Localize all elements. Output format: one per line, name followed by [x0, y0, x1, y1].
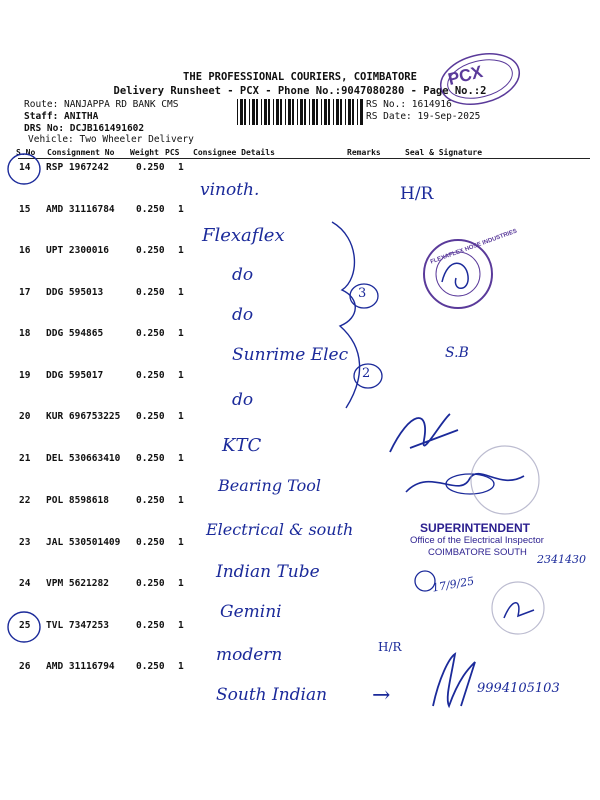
- handwritten-consignee: Gemini: [220, 602, 282, 622]
- col-pcs: PCS: [165, 148, 180, 157]
- row-pcs: 1: [178, 620, 184, 631]
- row-sno: 21: [19, 453, 31, 464]
- row-weight: 0.250: [136, 328, 165, 339]
- barcode-bar: [280, 99, 282, 125]
- barcode: [237, 99, 363, 125]
- rs-date: RS Date: 19-Sep-2025: [366, 111, 481, 122]
- barcode-bar: [321, 99, 322, 125]
- row-pcs: 1: [178, 578, 184, 589]
- ink-bracket: [320, 218, 390, 418]
- barcode-bar: [328, 99, 330, 125]
- superintendent-location: COIMBATORE SOUTH: [428, 547, 527, 558]
- barcode-bar: [309, 99, 310, 125]
- signature-scribble: [425, 648, 485, 710]
- row-weight: 0.250: [136, 162, 165, 173]
- handwritten-consignee: Bearing Tool: [218, 476, 321, 495]
- barcode-bar: [292, 99, 294, 125]
- row-weight: 0.250: [136, 453, 165, 464]
- barcode-bar: [249, 99, 250, 125]
- barcode-bar: [336, 99, 339, 125]
- flexaflex-seal: [418, 236, 500, 312]
- handwritten-phone: 9994105103: [477, 681, 560, 696]
- handwritten-consignee: vinoth.: [200, 180, 260, 200]
- row-sno: 18: [19, 328, 31, 339]
- flexaflex-seal-text: FLEXAFLEX HOSE INDUSTRIES: [429, 228, 518, 266]
- row-sno: 17: [19, 287, 31, 298]
- row-weight: 0.250: [136, 537, 165, 548]
- row-sno: 23: [19, 537, 31, 548]
- col-consignee: Consignee Details: [193, 148, 275, 157]
- circled-count-3: 3: [358, 286, 367, 301]
- company-title: THE PROFESSIONAL COURIERS, COIMBATORE: [183, 71, 417, 83]
- barcode-bar: [340, 99, 342, 125]
- handwritten-consignee: do: [232, 305, 254, 325]
- row-consignment: DDG 594865: [46, 328, 104, 339]
- row-sno: 14: [19, 162, 31, 173]
- runsheet-title: Delivery Runsheet - PCX - Phone No.:9047080280 - Page No.:2: [113, 85, 487, 97]
- handwritten-consignee: Flexaflex: [202, 225, 285, 246]
- barcode-bar: [360, 99, 363, 125]
- row-pcs: 1: [178, 245, 184, 256]
- row-weight: 0.250: [136, 578, 165, 589]
- row-weight: 0.250: [136, 370, 165, 381]
- row-pcs: 1: [178, 287, 184, 298]
- barcode-bar: [345, 99, 346, 125]
- row-sno: 15: [19, 204, 31, 215]
- row-sno: 25: [19, 620, 31, 631]
- barcode-bar: [288, 99, 291, 125]
- row-sno: 20: [19, 411, 31, 422]
- handwritten-hr: H/R: [400, 184, 434, 204]
- row-pcs: 1: [178, 328, 184, 339]
- handwritten-consignee: Electrical & south: [206, 520, 354, 539]
- handwritten-consignee: Indian Tube: [216, 562, 320, 582]
- row-sno: 16: [19, 245, 31, 256]
- handwritten-date: 17/9/25: [431, 574, 476, 595]
- barcode-bar: [333, 99, 334, 125]
- row-weight: 0.250: [136, 245, 165, 256]
- barcode-bar: [273, 99, 274, 125]
- handwritten-number: 2341430: [537, 553, 586, 566]
- col-sno: S.No: [16, 148, 36, 157]
- row-consignment: DDG 595013: [46, 287, 104, 298]
- row-consignment: RSP 1967242: [46, 162, 109, 173]
- barcode-bar: [300, 99, 303, 125]
- row-consignment: UPT 2300016: [46, 245, 109, 256]
- faint-round-seal: [460, 440, 550, 520]
- row-pcs: 1: [178, 453, 184, 464]
- barcode-bar: [285, 99, 286, 125]
- row-consignment: KUR 696753225: [46, 411, 121, 422]
- barcode-bar: [264, 99, 267, 125]
- row-consignment: JAL 530501409: [46, 537, 121, 548]
- route-label: Route: NANJAPPA RD BANK CMS: [24, 99, 179, 110]
- barcode-bar: [348, 99, 351, 125]
- col-remarks: Remarks: [347, 148, 381, 157]
- handwritten-consignee: do: [232, 265, 254, 285]
- barcode-bar: [252, 99, 255, 125]
- row-consignment: VPM 5621282: [46, 578, 109, 589]
- barcode-bar: [297, 99, 298, 125]
- barcode-bar: [237, 99, 238, 125]
- handwritten-consignee: Sunrime Elec: [232, 345, 349, 365]
- barcode-bar: [244, 99, 246, 125]
- staff-label: Staff: ANITHA: [24, 111, 99, 122]
- barcode-bar: [304, 99, 306, 125]
- row-weight: 0.250: [136, 204, 165, 215]
- row-consignment: AMD 31116794: [46, 661, 115, 672]
- ink-circle-row14: [4, 150, 44, 188]
- handwritten-signature: S.B: [445, 345, 469, 361]
- barcode-bar: [268, 99, 270, 125]
- row-consignment: DDG 595017: [46, 370, 104, 381]
- row-pcs: 1: [178, 495, 184, 506]
- barcode-bar: [276, 99, 279, 125]
- handwritten-hr: H/R: [378, 640, 402, 654]
- row-pcs: 1: [178, 537, 184, 548]
- row-weight: 0.250: [136, 661, 165, 672]
- row-sno: 22: [19, 495, 31, 506]
- row-sno: 24: [19, 578, 31, 589]
- rs-number: RS No.: 1614916: [366, 99, 452, 110]
- row-weight: 0.250: [136, 287, 165, 298]
- row-pcs: 1: [178, 411, 184, 422]
- barcode-bar: [261, 99, 262, 125]
- row-pcs: 1: [178, 661, 184, 672]
- ink-circle-row25: [4, 608, 44, 646]
- row-pcs: 1: [178, 162, 184, 173]
- handwritten-consignee: do: [232, 390, 254, 410]
- row-consignment: TVL 7347253: [46, 620, 109, 631]
- col-seal: Seal & Signature: [405, 148, 483, 157]
- barcode-bar: [352, 99, 354, 125]
- row-pcs: 1: [178, 370, 184, 381]
- row-consignment: DEL 530663410: [46, 453, 121, 464]
- faint-round-seal: [478, 578, 558, 638]
- row-weight: 0.250: [136, 495, 165, 506]
- row-weight: 0.250: [136, 620, 165, 631]
- row-weight: 0.250: [136, 411, 165, 422]
- superintendent-stamp: SUPERINTENDENT: [420, 521, 531, 535]
- barcode-bar: [316, 99, 318, 125]
- barcode-bar: [324, 99, 327, 125]
- row-sno: 19: [19, 370, 31, 381]
- barcode-bar: [256, 99, 258, 125]
- row-sno: 26: [19, 661, 31, 672]
- superintendent-office: Office of the Electrical Inspector: [410, 535, 544, 546]
- row-consignment: POL 8598618: [46, 495, 109, 506]
- vehicle-label: Vehicle: Two Wheeler Delivery: [28, 134, 194, 145]
- drs-number: DRS No: DCJB161491602: [24, 123, 145, 134]
- row-consignment: AMD 31116784: [46, 204, 115, 215]
- circled-count-2: 2: [362, 366, 371, 381]
- handwritten-consignee: KTC: [222, 435, 262, 456]
- handwritten-consignee: modern: [216, 645, 283, 665]
- arrow-icon: →: [372, 683, 391, 708]
- pcx-stamp-label: PCX: [446, 62, 485, 89]
- barcode-bar: [357, 99, 358, 125]
- col-weight: Weight: [130, 148, 159, 157]
- barcode-bar: [312, 99, 315, 125]
- col-consignment: Consignment No: [47, 148, 115, 157]
- row-pcs: 1: [178, 204, 184, 215]
- handwritten-consignee: South Indian: [216, 685, 328, 705]
- header-rule: [18, 158, 590, 159]
- barcode-bar: [240, 99, 243, 125]
